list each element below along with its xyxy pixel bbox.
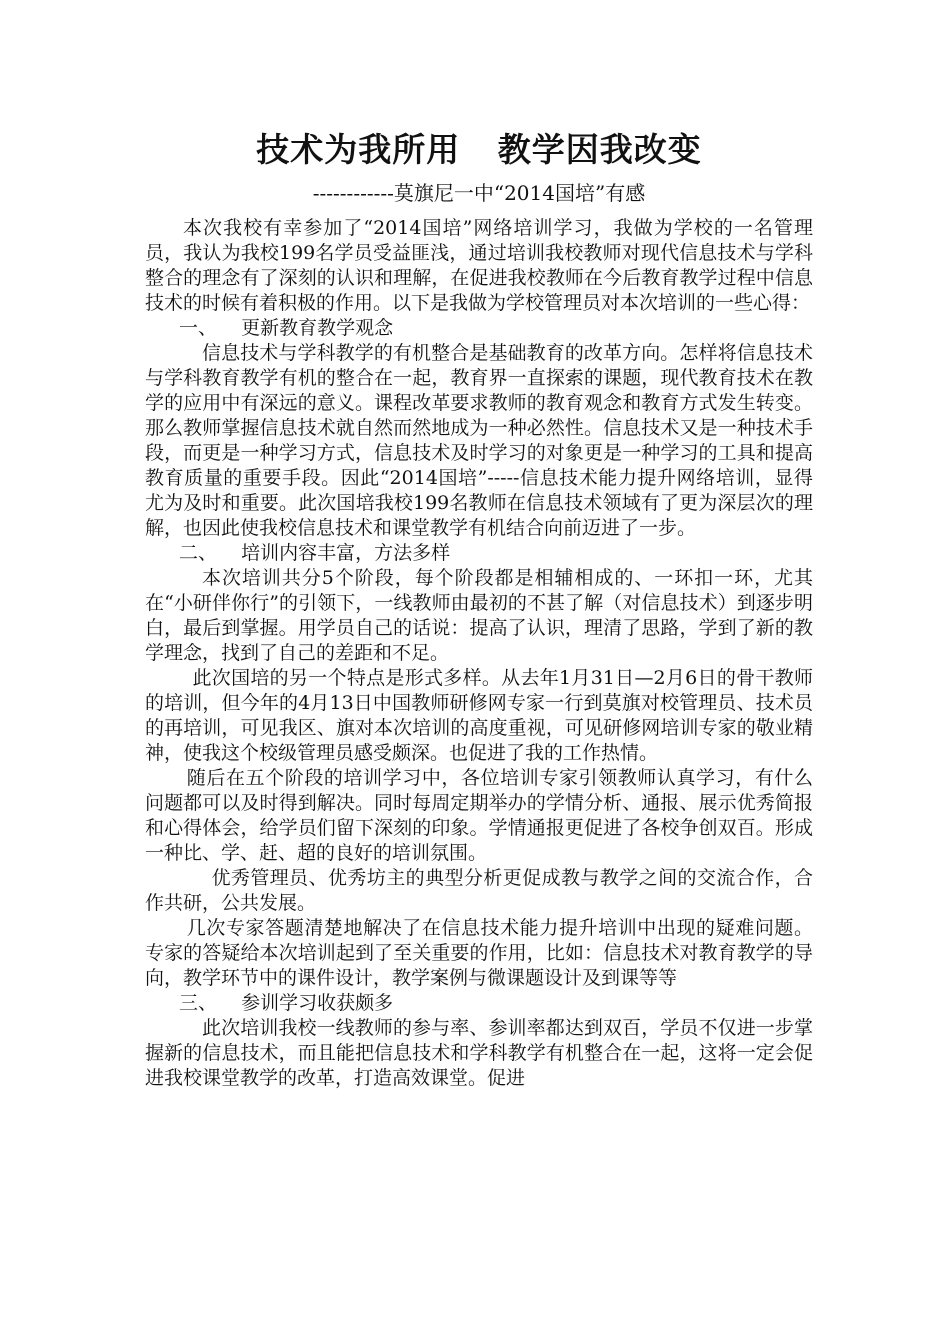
- body-paragraph: 优秀管理员、优秀坊主的典型分析更促成教与教学之间的交流合作，合作共研，公共发展。: [145, 867, 813, 914]
- section-heading: 二、 培训内容丰富，方法多样: [179, 542, 451, 564]
- document-title: 技术为我所用 教学因我改变: [256, 130, 702, 169]
- section-heading: 三、 参训学习收获颇多: [179, 992, 394, 1014]
- document-body: [145, 216, 813, 1091]
- body-paragraph: 本次培训共分5个阶段，每个阶段都是相辅相成的、一环扣一环，尤其在“小研伴你行”的引领下，一线教师由最初的不甚了解（对信息技术）到逐步明白，最后到掌握。用学员自己的话说：提高了认识，理清了思路，学到了新的教学理念，找到了自己的差距和不足。: [145, 567, 813, 664]
- body-paragraph: 本次我校有幸参加了“2014国培”网络培训学习，我做为学校的一名管理员，我认为我校199名学员受益匪浅，通过培训我校教师对现代信息技术与学科整合的理念有了深刻的认识和理解，在促进我校教师在今后教育教学过程中信息技术的时候有着积极的作用。以下是我做为学校管理员对本次培训的一些心得：: [145, 217, 813, 314]
- body-paragraph: 随后在五个阶段的培训学习中，各位培训专家引领教师认真学习，有什么问题都可以及时得到解决。同时每周定期举办的学情分析、通报、展示优秀简报和心得体会，给学员们留下深刻的印象。学情通报更促进了各校争创双百。形成一种比、学、赶、超的良好的培训氛围。: [145, 767, 813, 864]
- body-paragraph: 此次国培的另一个特点是形式多样。从去年1月31日—2月6日的骨干教师的培训，但今年的4月13日中国教师研修网专家一行到莫旗对校管理员、技术员的再培训，可见我区、旗对本次培训的高度重视，可见研修网培训专家的敬业精神，使我这个校级管理员感受颇深。也促进了我的工作热情。: [145, 667, 813, 764]
- document-page: [145, 128, 813, 1091]
- document-subtitle: ------------莫旗尼一中“2014国培”有感: [312, 181, 646, 205]
- body-paragraph: 信息技术与学科教学的有机整合是基础教育的改革方向。怎样将信息技术与学科教育教学有机的整合在一起，教育界一直探索的课题，现代教育技术在教学的应用中有深远的意义。课程改革要求教师的教育观念和教育方式发生转变。那么教师掌握信息技术就自然而然地成为一种必然性。信息技术又是一种技术手段，而更是一种学习方式，信息技术及时学习的对象更是一种学习的工具和提高教育质量的重要手段。因此“2014国培”-----信息技术能力提升网络培训，显得尤为及时和重要。此次国培我校199名教师在信息技术领域有了更为深层次的理解，也因此使我校信息技术和课堂教学有机结合向前迈进了一步。: [145, 342, 813, 539]
- section-heading: 一、 更新教育教学观念: [179, 317, 394, 339]
- body-paragraph: 几次专家答题清楚地解决了在信息技术能力提升培训中出现的疑难问题。专家的答疑给本次培训起到了至关重要的作用，比如：信息技术对教育教学的导向，教学环节中的课件设计，教学案例与微课题设计及到课等等: [145, 917, 813, 989]
- body-paragraph: 此次培训我校一线教师的参与率、参训率都达到双百，学员不仅进一步掌握新的信息技术，而且能把信息技术和学科教学有机整合在一起，这将一定会促进我校课堂教学的改革，打造高效课堂。促进: [145, 1017, 813, 1089]
